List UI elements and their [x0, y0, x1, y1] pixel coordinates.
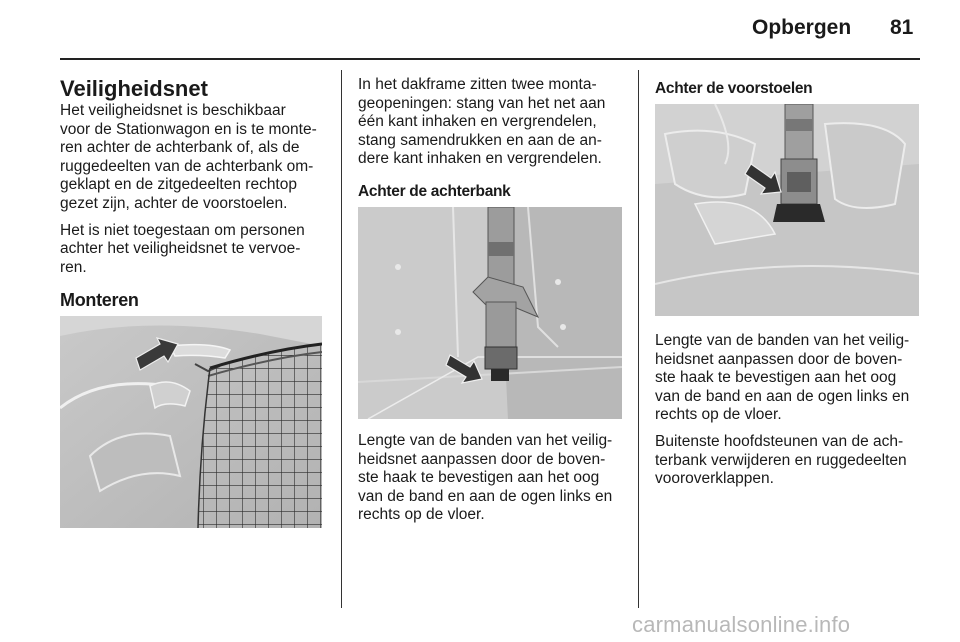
middle-column — [358, 76, 633, 201]
figure-net-mounting — [60, 316, 322, 528]
subsection-title-voorstoelen: Achter de voorstoelen — [655, 80, 813, 97]
text-line: rechts op de vloer. — [655, 406, 782, 424]
left-paragraph-1 — [60, 102, 332, 214]
text-line: Lengte van de banden van het veilig- — [358, 432, 613, 449]
watermark-text: carmanualsonline.info — [632, 612, 851, 637]
text-line: vooroverklappen. — [655, 470, 774, 488]
text-line: heidsnet aanpassen door de boven- — [358, 450, 606, 468]
text-line: In het dakframe zitten twee monta- — [358, 76, 597, 93]
text-line: Het is niet toegestaan om personen — [60, 221, 305, 239]
middle-paragraph-2 — [358, 432, 633, 525]
text-line: stang samendrukken en aan de an- — [358, 131, 602, 149]
middle-paragraph-1 — [358, 76, 633, 169]
text-line: ren achter de achterbank of, als de — [60, 139, 300, 157]
right-paragraph-1 — [655, 332, 930, 425]
right-column — [655, 80, 925, 98]
page-number: 81 — [890, 16, 914, 39]
header-rule — [60, 58, 920, 60]
section-title-veiligheidsnet: Veiligheidsnet — [60, 76, 208, 101]
text-line: ruggedeelten van de achterbank om- — [60, 157, 314, 175]
figure-belt-front-seats — [655, 104, 919, 316]
right-paragraph-2 — [655, 433, 930, 489]
text-line: voor de Stationwagon en is te monte- — [60, 120, 317, 138]
text-line: van de band en aan de ogen links en — [655, 387, 910, 405]
page-header-title: Opbergen — [752, 16, 852, 39]
text-line: ren. — [60, 258, 87, 276]
text-line: ste haak te bevestigen aan het oog — [358, 469, 600, 487]
text-line: geopeningen: stang van het net aan — [358, 94, 606, 112]
figure-belt-rear-seat — [358, 207, 622, 419]
text-line: achter het veiligheidsnet te vervoe- — [60, 240, 301, 258]
text-line: geklapt en de zitgedeelten rechtop — [60, 176, 297, 194]
column-divider-left — [341, 70, 342, 608]
right-column-lower — [655, 332, 930, 497]
text-line: één kant inhaken en vergrendelen, — [358, 113, 597, 131]
text-line: Het veiligheidsnet is beschikbaar — [60, 102, 286, 119]
middle-column-lower — [358, 432, 633, 533]
text-line: heidsnet aanpassen door de boven- — [655, 350, 903, 368]
column-divider-right — [638, 70, 639, 608]
text-line: dere kant inhaken en vergrendelen. — [358, 150, 602, 168]
text-line: Lengte van de banden van het veilig- — [655, 332, 910, 349]
text-line: rechts op de vloer. — [358, 506, 485, 524]
subsection-title-monteren: Monteren — [60, 290, 139, 311]
text-line: Buitenste hoofdsteunen van de ach- — [655, 432, 904, 450]
left-paragraph-2 — [60, 222, 332, 278]
text-line: ste haak te bevestigen aan het oog — [655, 369, 897, 387]
text-line: terbank verwijderen en ruggedeelten — [655, 451, 907, 469]
text-line: gezet zijn, achter de voorstoelen. — [60, 194, 288, 212]
subsection-title-achterbank: Achter de achterbank — [358, 182, 511, 200]
left-column — [60, 76, 332, 309]
text-line: van de band en aan de ogen links en — [358, 487, 613, 505]
